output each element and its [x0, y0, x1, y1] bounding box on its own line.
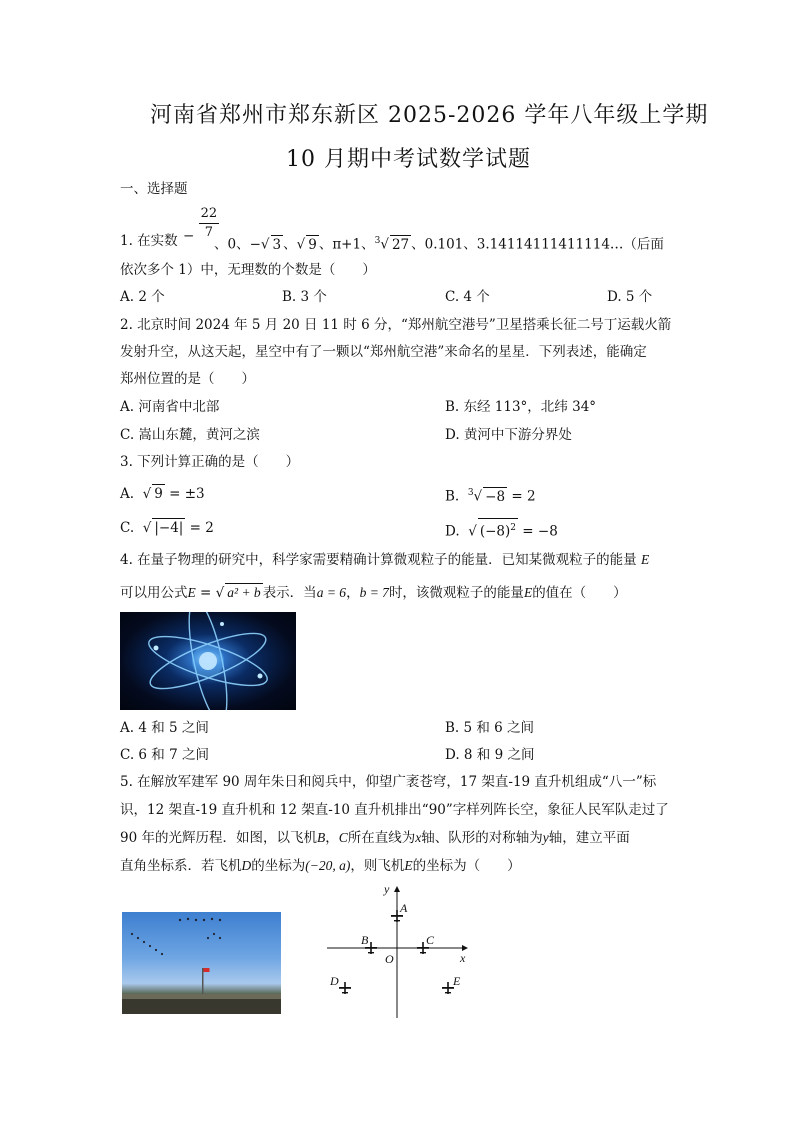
q5-line3 [120, 829, 630, 847]
coordinate-axes [322, 882, 472, 1020]
q1-after: （后面 [623, 236, 664, 253]
q1-neg: − [249, 236, 261, 253]
q4-cond-a: a = 6 [316, 585, 347, 600]
q3-option-c[interactable]: C. √ |−4| = 2 [120, 520, 214, 536]
q1-option-d[interactable]: D. 5 个 [607, 289, 653, 305]
q5-var-y: y [542, 830, 549, 845]
q4-cond-b: b = 7 [359, 585, 389, 600]
q4-formula-radicand: a² + b [227, 585, 261, 600]
label-origin: O [385, 952, 394, 966]
q5-comma: ， [325, 830, 339, 846]
q1-sep: 、 [463, 236, 477, 253]
q3-c-result: = 2 [189, 520, 214, 536]
parade-illustration [122, 912, 281, 1014]
q3-c-radicand: |−4| [154, 520, 184, 536]
q2-option-b[interactable]: B. 东经 113°，北纬 34° [445, 399, 597, 415]
q1-line2: 依次多个 1）中，无理数的个数是（ ） [120, 262, 376, 278]
q2-option-a[interactable]: A. 河南省中北部 [120, 399, 220, 415]
q4-text: 表示．当 [262, 585, 317, 601]
q1-sep: 、 [283, 236, 297, 253]
q1-sep: 、 [318, 236, 333, 253]
q5-text: 轴，建立平面 [548, 830, 630, 846]
section-heading: 一、选择题 [120, 181, 188, 197]
q4-formula-eq: = [195, 585, 216, 601]
q3-stem: 3. 下列计算正确的是（ ） [120, 454, 300, 470]
q1-repeating-decimal: 0.101 [424, 236, 464, 253]
q1-cbrt27: 27 [391, 236, 410, 253]
q4-option-b[interactable]: B. 5 和 6 之间 [445, 720, 535, 736]
q1-frac-den: 7 [204, 225, 214, 240]
q4-comma: ， [346, 585, 360, 601]
coordinate-diagram [322, 882, 472, 1020]
q4-formula-e: E [187, 585, 196, 600]
q3-a-label: A. [120, 486, 135, 502]
q5-text: ，则飞机 [350, 858, 405, 874]
q2-line3: 郑州位置的是（ ） [120, 371, 255, 387]
y-axis-arrow [394, 886, 400, 892]
page-title: 河南省郑州市郑东新区 2025-2026 学年八年级上学期 [150, 103, 709, 128]
label-e: E [453, 974, 461, 988]
label-c: C [426, 933, 435, 947]
q2-line2: 发射升空，从这天起，星空中有了一颗以“郑州航空港”来命名的星星．下列表述，能确定 [120, 344, 647, 360]
q3-option-d[interactable]: D. √ $(-8)^2 = -8$ [445, 518, 558, 541]
q3-b-label: B. [445, 488, 460, 505]
q4-option-c[interactable]: C. 6 和 7 之间 [120, 747, 209, 763]
q3-option-a[interactable]: A. √ 9 = ±3 [120, 486, 205, 502]
q1-frac-num: 22 [199, 205, 220, 224]
q5-text: 90 年的光辉历程．如图，以飞机 [120, 830, 317, 846]
q4-line1-text: 4. 在量子物理的研究中，科学家需要精确计算微观粒子的能量．已知某微观粒子的能量 [120, 552, 637, 568]
q5-text: 的坐标为（ ） [412, 858, 521, 874]
label-b: B [361, 933, 369, 947]
q4-text: 时，该微观粒子的能量 [388, 585, 524, 601]
q4-text: 的值在（ ） [532, 585, 627, 601]
q1-sqrt9: 9 [308, 236, 317, 253]
q5-var-x: x [415, 830, 422, 845]
q3-d-label: D. [445, 523, 460, 540]
q1-cube-index: 3 [374, 236, 381, 246]
q3-b-radicand: −8 [485, 488, 506, 505]
q4-var-e: E [523, 585, 533, 600]
q1-option-c[interactable]: C. 4 个 [445, 289, 490, 305]
atom-photo [120, 612, 296, 710]
q1-option-a[interactable]: A. 2 个 [120, 289, 165, 305]
q1-minus: − [183, 228, 195, 244]
q3-option-b[interactable]: B. $^3$√ −8 = 2 [445, 488, 536, 505]
q5-var-b: B [316, 830, 326, 845]
q5-line1: 5. 在解放军建军 90 周年朱日和阅兵中，仰望广袤苍穹，17 架直-19 直升机组成“八一”标 [120, 774, 657, 790]
q5-text: 直角坐标系．若飞机 [120, 858, 242, 874]
q5-coordinate: (−20, a) [305, 858, 351, 873]
q5-text: 所在直线为 [347, 830, 416, 846]
q1-sep: 、 [361, 236, 375, 253]
label-a: A [400, 901, 408, 915]
aircraft-d-icon [339, 982, 351, 994]
label-y: y [384, 882, 390, 896]
q5-var-d: D [241, 858, 252, 873]
q5-text: 的坐标为 [251, 858, 306, 874]
label-x: x [460, 951, 466, 965]
q1-stem [120, 232, 178, 250]
q4-option-d[interactable]: D. 8 和 9 之间 [445, 747, 535, 763]
q1-sep: 、0、 [214, 236, 250, 253]
q1-prefix: 1. 在实数 [120, 233, 178, 249]
q5-text: 轴、队形的对称轴为 [421, 830, 543, 846]
q3-a-result: = ±3 [169, 486, 205, 502]
parade-photo [122, 912, 281, 1014]
q3-d-radical [478, 518, 518, 541]
q2-option-c[interactable]: C. 嵩山东麓，黄河之滨 [120, 427, 260, 443]
q5-var-e: E [404, 858, 413, 873]
q2-option-d[interactable]: D. 黄河中下游分界处 [445, 427, 572, 443]
q4-text: 可以用公式 [120, 585, 188, 601]
q4-var-e: E [640, 552, 650, 567]
page-subtitle: 10 月期中考试数学试题 [286, 147, 531, 172]
q1-sep: 、 [411, 236, 425, 253]
label-d: D [330, 974, 339, 988]
q4-line2: 可以用公式E = √ a² + b 表示．当a = 6，b = 7时，该微观粒子的能量E的值在（ ） [120, 585, 627, 601]
q1-option-b[interactable]: B. 3 个 [282, 289, 327, 305]
q1-values: 、0、−√ 3 、√ 9 、π+1、$^3$√ 27 、0.101、3.14114111411114…（后面 [214, 236, 664, 253]
q1-long-decimal: 3.14114111411114… [476, 236, 624, 253]
q4-option-a[interactable]: A. 4 和 5 之间 [120, 720, 209, 736]
q3-d-radicand: (−8) [479, 523, 511, 540]
q3-d-exponent: 2 [510, 523, 516, 533]
q2-line1: 2. 北京时间 2024 年 5 月 20 日 11 时 6 分，“郑州航空港号”卫星搭乘长征二号丁运载火箭 [120, 317, 672, 333]
q3-c-label: C. [120, 520, 135, 536]
q4-line1 [120, 551, 649, 569]
q3-b-index: 3 [467, 488, 474, 498]
q5-var-c: C [338, 830, 348, 845]
atom-illustration [120, 612, 296, 710]
q3-b-result: = 2 [511, 488, 536, 505]
q3-d-result: = −8 [522, 523, 558, 540]
q5-line4 [120, 857, 521, 875]
q5-line2: 识，12 架直-19 直升机和 12 架直-10 直升机排出“90”字样列阵长空，象征人民军队走过了 [120, 802, 669, 818]
q1-sqrt3: 3 [272, 236, 282, 253]
q3-a-radicand: 9 [154, 486, 163, 502]
q1-pi: π+1 [332, 236, 362, 253]
